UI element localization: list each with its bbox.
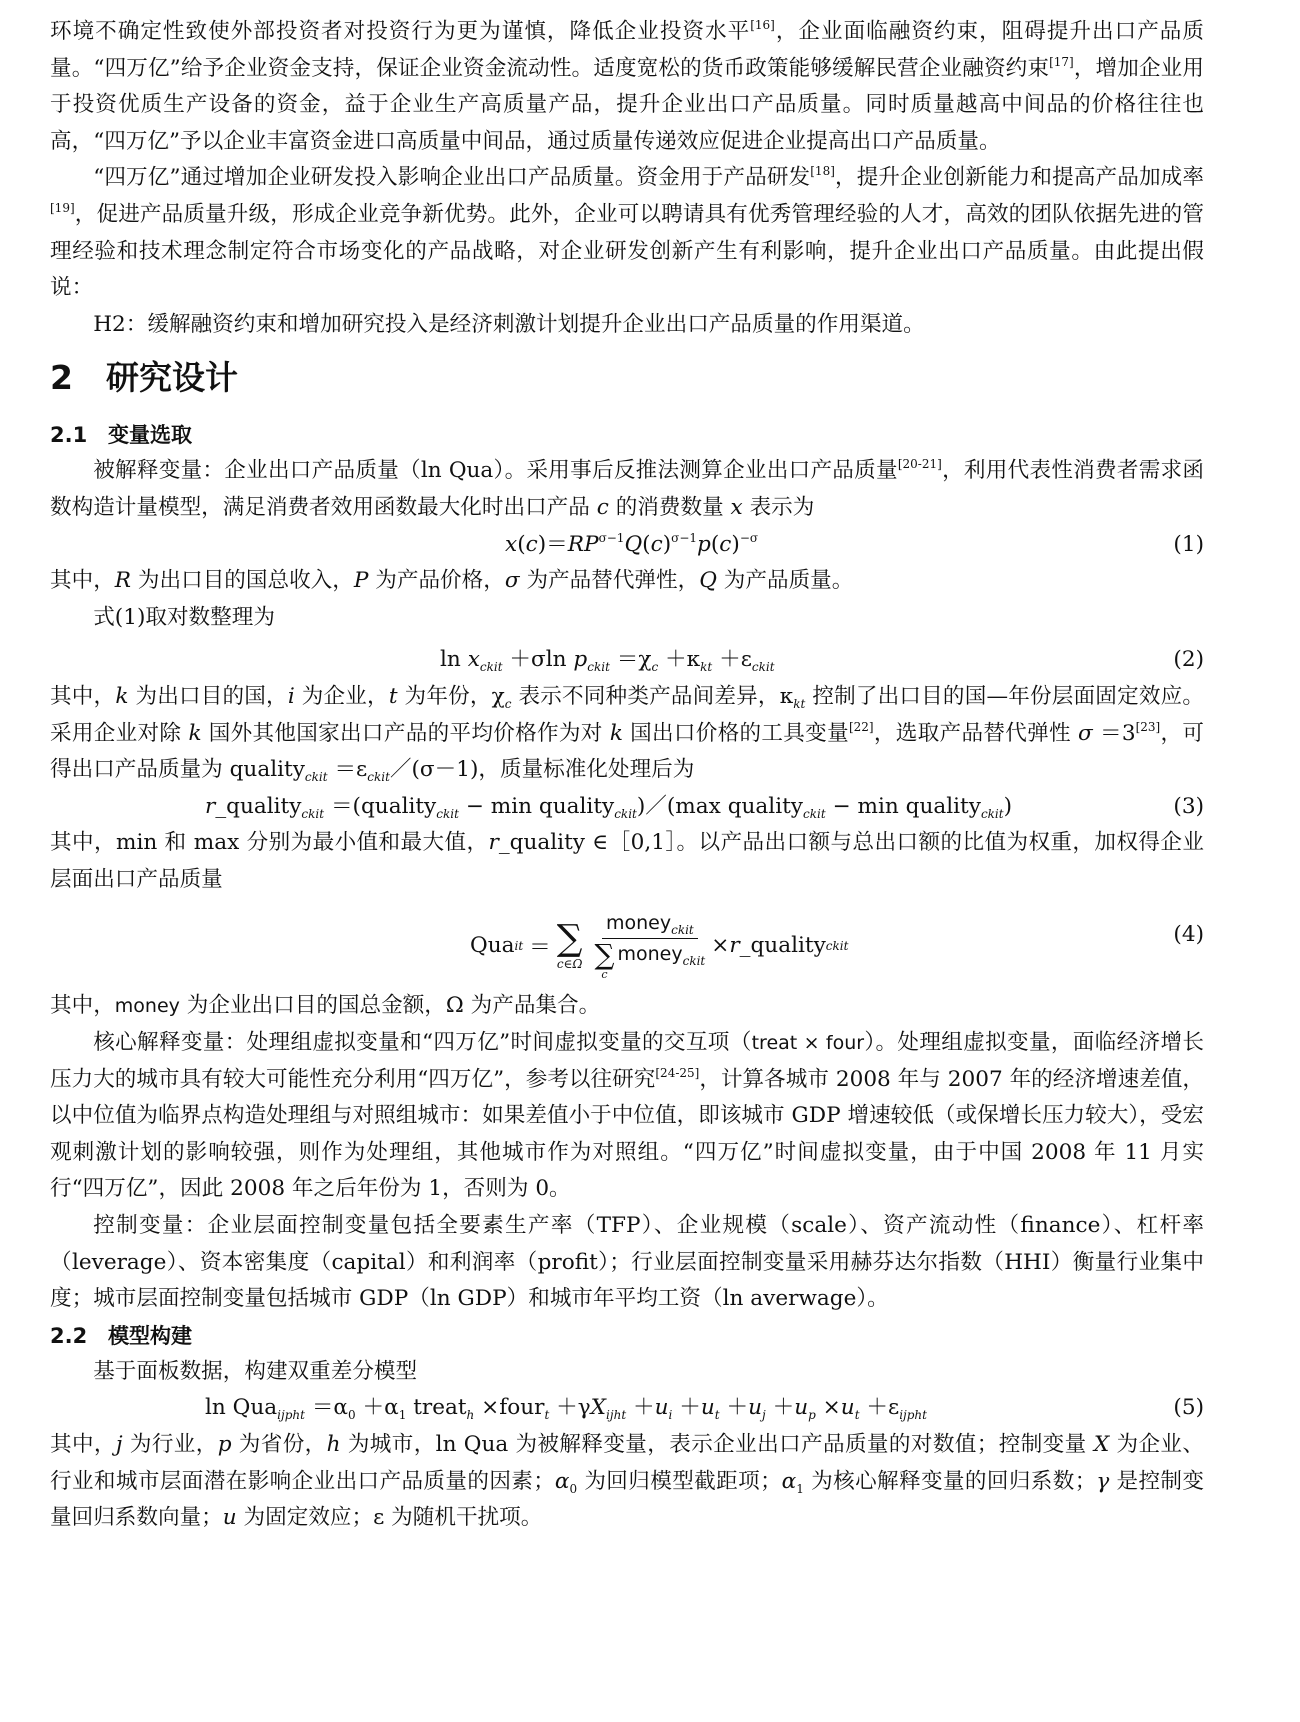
- equation-5: $\ln Qua_{ijpht} =\alpha_0 +\alpha_1$ treat$_h$ ×four$_t$ $+\gamma X_{ijht} +u_i +u_t +u_j +u_p \times u_t +\varepsilon_{ijpht}$ (5): [50, 1390, 1204, 1427]
- equation-number: (5): [1173, 1395, 1204, 1421]
- equation-1: $x(c)=RP^{\sigma-1}Q(c)^{\sigma-1}p(c)^{-\sigma}$ (1): [50, 527, 1204, 564]
- section-heading-2: 2 研究设计: [50, 358, 238, 398]
- paragraph-control-variables: 控制变量：企业层面控制变量包括全要素生产率（TFP）、企业规模（scale）、资产流动性（finance）、杠杆率（leverage）、资本密集度（capital）和利润率（profit）；行业层面控制变量采用赫芬达尔指数（HHI）衡量行业集中度；城市层面控制变量包括城市 GDP（ln GDP）和城市年平均工资（ln averwage）。: [50, 1213, 1204, 1312]
- paragraph-investment-uncertainty: 环境不确定性致使外部投资者对投资行为更为谨慎，降低企业投资水平[16]，企业面临融资约束，阻碍提升出口产品质量。“四万亿”给予企业资金支持，保证企业资金流动性。适度宽松的货币政策能够缓解民营企业融资约束[17]，增加企业用于投资优质生产设备的资金，益于企业生产高质量产品，提升企业出口产品质量。同时质量越高中间品的价格往往也高，“四万亿”予以企业丰富资金进口高质量中间品，通过质量传递效应促进企业提高出口产品质量。: [50, 18, 1204, 154]
- citation[interactable]: [23]: [1135, 719, 1161, 734]
- paragraph-core-explanatory-variable: 核心解释变量：处理组虚拟变量和“四万亿”时间虚拟变量的交互项（treat × four）。处理组虚拟变量，面临经济增长压力大的城市具有较大可能性充分利用“四万亿”，参考以往研究[24-25]，计算各城市 2008 年与 2007 年的经济增速差值，以中位值为临界点构造处理组与对照组城市：如果差值小于中位值，即该城市 GDP 增速较低（或保增长压力较大），受宏观刺激计划的影响较强，则作为处理组，其他城市作为对照组。“四万亿”时间虚拟变量，由于中国 2008 年 11 月实行“四万亿”，因此 2008 年之后年份为 1，否则为 0。: [50, 1030, 1204, 1202]
- fraction: money$_{ckit}$ ∑ c money$_{ckit}$: [594, 912, 706, 982]
- paragraph-rd-investment: “四万亿”通过增加企业研发投入影响企业出口产品质量。资金用于产品研发[18]，提升企业创新能力和提高产品加成率[19]，促进产品质量升级，形成企业竞争新优势。此外，企业可以聘请具有优秀管理经验的人才，高效的团队依据先进的管理经验和技术理念制定符合市场变化的产品战略，对企业研发创新产生有利影响，提升企业出口产品质量。由此提出假说：: [50, 164, 1204, 301]
- equation-number: (2): [1173, 647, 1204, 673]
- equation-4: Qua it ＝ ∑ c∈Ω money$_{ckit}$ ∑ c money$_{ckit}$ × r _quality ckit (4): [470, 912, 1204, 982]
- citation[interactable]: [18]: [810, 164, 835, 179]
- equation-number: (4): [1173, 922, 1204, 948]
- equation-3: r_quality$_{ckit}$ ＝(quality$_{ckit}$ − min quality$_{ckit}$)／(max quality$_{ckit}$ − min quality$_{ckit}$) (3): [50, 789, 1204, 826]
- equation-2: $\ln x_{ckit} +\sigma\ln$ $p_{ckit} =\chi_c +\kappa_{kt} +\varepsilon_{ckit}$ (2): [50, 642, 1204, 679]
- citation[interactable]: [16]: [750, 18, 775, 32]
- equation-number: (3): [1173, 793, 1204, 819]
- citation[interactable]: [17]: [1049, 54, 1074, 69]
- paragraph-eq3-notation: 其中，min 和 max 分别为最小值和最大值，r_quality ∈［0,1］。以产品出口额与总出口额的比值为权重，加权得企业层面出口产品质量: [50, 830, 1204, 892]
- citation[interactable]: [19]: [50, 200, 75, 215]
- paragraph-log-transform: 式(1)取对数整理为: [93, 604, 275, 630]
- paragraph-eq4-notation: 其中，money 为企业出口目的国总金额，Ω 为产品集合。: [50, 993, 601, 1019]
- paragraph-dependent-variable: 被解释变量：企业出口产品质量（ln Qua）。采用事后反推法测算企业出口产品质量[20-21]，利用代表性消费者需求函数构造计量模型，满足消费者效用函数最大化时出口产品 c 的消费数量 x 表示为: [50, 457, 1204, 520]
- hypothesis-h2: H2：缓解融资约束和增加研究投入是经济刺激计划提升企业出口产品质量的作用渠道。: [93, 311, 925, 337]
- paragraph-eq1-notation: 其中，R 为出口目的国总收入，P 为产品价格，σ 为产品替代弹性，Q 为产品质量。: [50, 568, 854, 594]
- equation-number: (1): [1173, 531, 1204, 557]
- subsection-heading-2-2: 2.2 模型构建: [50, 1323, 192, 1348]
- paragraph-eq2-notation: 其中，k 为出口目的国，i 为企业，t 为年份，$\chi_c$ 表示不同种类产品间差异，$\kappa_{kt}$ 控制了出口目的国—年份层面固定效应。采用企业对除 k 国外其他国家出口产品的平均价格作为对 k 国出口价格的工具变量[22]，选取产品替代弹性 σ ＝3[23]，可得出口产品质量为 quality$_{ckit}$ $=\varepsilon_{ckit}/(\sigma-1)$，质量标准化处理后为: [50, 683, 1204, 785]
- summation: ∑ c∈Ω: [556, 917, 583, 971]
- citation[interactable]: [24-25]: [655, 1065, 700, 1080]
- citation[interactable]: [22]: [848, 719, 874, 734]
- subsection-heading-2-1: 2.1 变量选取: [50, 423, 192, 448]
- citation[interactable]: [20-21]: [897, 457, 942, 472]
- paragraph-eq5-notation: 其中，j 为行业，p 为省份，h 为城市，ln Qua 为被解释变量，表示企业出口产品质量的对数值；控制变量 X 为企业、行业和城市层面潜在影响企业出口产品质量的因素；$\alpha_0$ 为回归模型截距项；$\alpha_1$ 为核心解释变量的回归系数；γ 是控制变量回归系数向量；u 为固定效应；ε 为随机干扰项。: [50, 1432, 1204, 1531]
- paragraph-model-intro: 基于面板数据，构建双重差分模型: [93, 1358, 418, 1384]
